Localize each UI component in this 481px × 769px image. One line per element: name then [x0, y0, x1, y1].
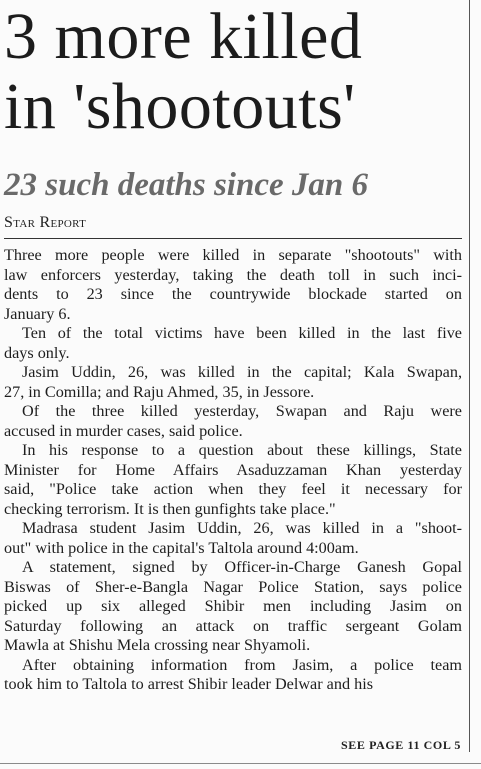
byline: Star Report — [4, 214, 87, 231]
article-line: A statement, signed by Officer-in-Charge Ganesh Gopal — [22, 558, 462, 576]
article-line: Madrasa student Jasim Uddin, 26, was killed in a "shoot- — [22, 519, 462, 537]
article-paragraph — [4, 558, 462, 656]
byline-divider — [4, 238, 462, 239]
subheadline: 23 such deaths since Jan 6 — [4, 167, 368, 203]
article-line: Biswas of Sher-e-Bangla Nagar Police Station, says police — [4, 577, 462, 596]
article-line: In his response to a question about these killings, State — [22, 441, 462, 459]
headline-line-2: in 'shootouts' — [4, 70, 356, 143]
continuation-note: SEE PAGE 11 COL 5 — [340, 738, 461, 752]
bottom-rule — [0, 763, 481, 764]
headline-line-1: 3 more killed — [4, 0, 363, 73]
article-line: picked up six alleged Shibir men including Jasim on — [4, 597, 462, 615]
article-line: After obtaining information from Jasim, a police team — [22, 655, 462, 674]
article-line: law enforcers yesterday, taking the death toll in such inci- — [4, 265, 462, 284]
article-line: accused in murder cases, said police. — [4, 421, 243, 440]
article-line: Mawla at Shishu Mela crossing near Shyamoli. — [4, 636, 311, 654]
article-line: January 6. — [4, 304, 71, 323]
article-line: checking terrorism. It is then gunfights take place." — [4, 499, 336, 518]
column-rule — [469, 0, 470, 752]
article-line: Jasim Uddin, 26, was killed in the capital; Kala Swapan, — [22, 363, 462, 381]
article-line: took him to Taltola to arrest Shibir leader Delwar and his — [4, 675, 373, 693]
article-paragraph — [4, 324, 462, 363]
article-paragraph — [4, 656, 462, 695]
article-line: dents to 23 since the countrywide blockade started on — [4, 285, 462, 303]
article-paragraph — [4, 246, 462, 324]
article-line: Minister for Home Affairs Asaduzzaman Khan yesterday — [4, 460, 462, 479]
article-paragraph — [4, 441, 462, 519]
article-line: out" with police in the capital's Taltola around 4:00am. — [4, 538, 359, 557]
article-line: Three more people were killed in separate "shootouts" with — [4, 246, 462, 264]
article-line: 27, in Comilla; and Raju Ahmed, 35, in Jessore. — [4, 382, 315, 401]
article-line: days only. — [4, 343, 70, 362]
article-line: Ten of the total victims have been killed in the last five — [22, 324, 462, 342]
article-line: Saturday following an attack on traffic sergeant Golam — [4, 616, 462, 635]
article-body — [4, 246, 462, 695]
article-line: said, "Police take action when they feel it necessary for — [4, 480, 462, 498]
article-paragraph — [4, 519, 462, 558]
article-line: Of the three killed yesterday, Swapan and Raju were — [22, 402, 462, 420]
article-paragraph — [4, 402, 462, 441]
article-paragraph — [4, 363, 462, 402]
headline — [4, 2, 466, 142]
